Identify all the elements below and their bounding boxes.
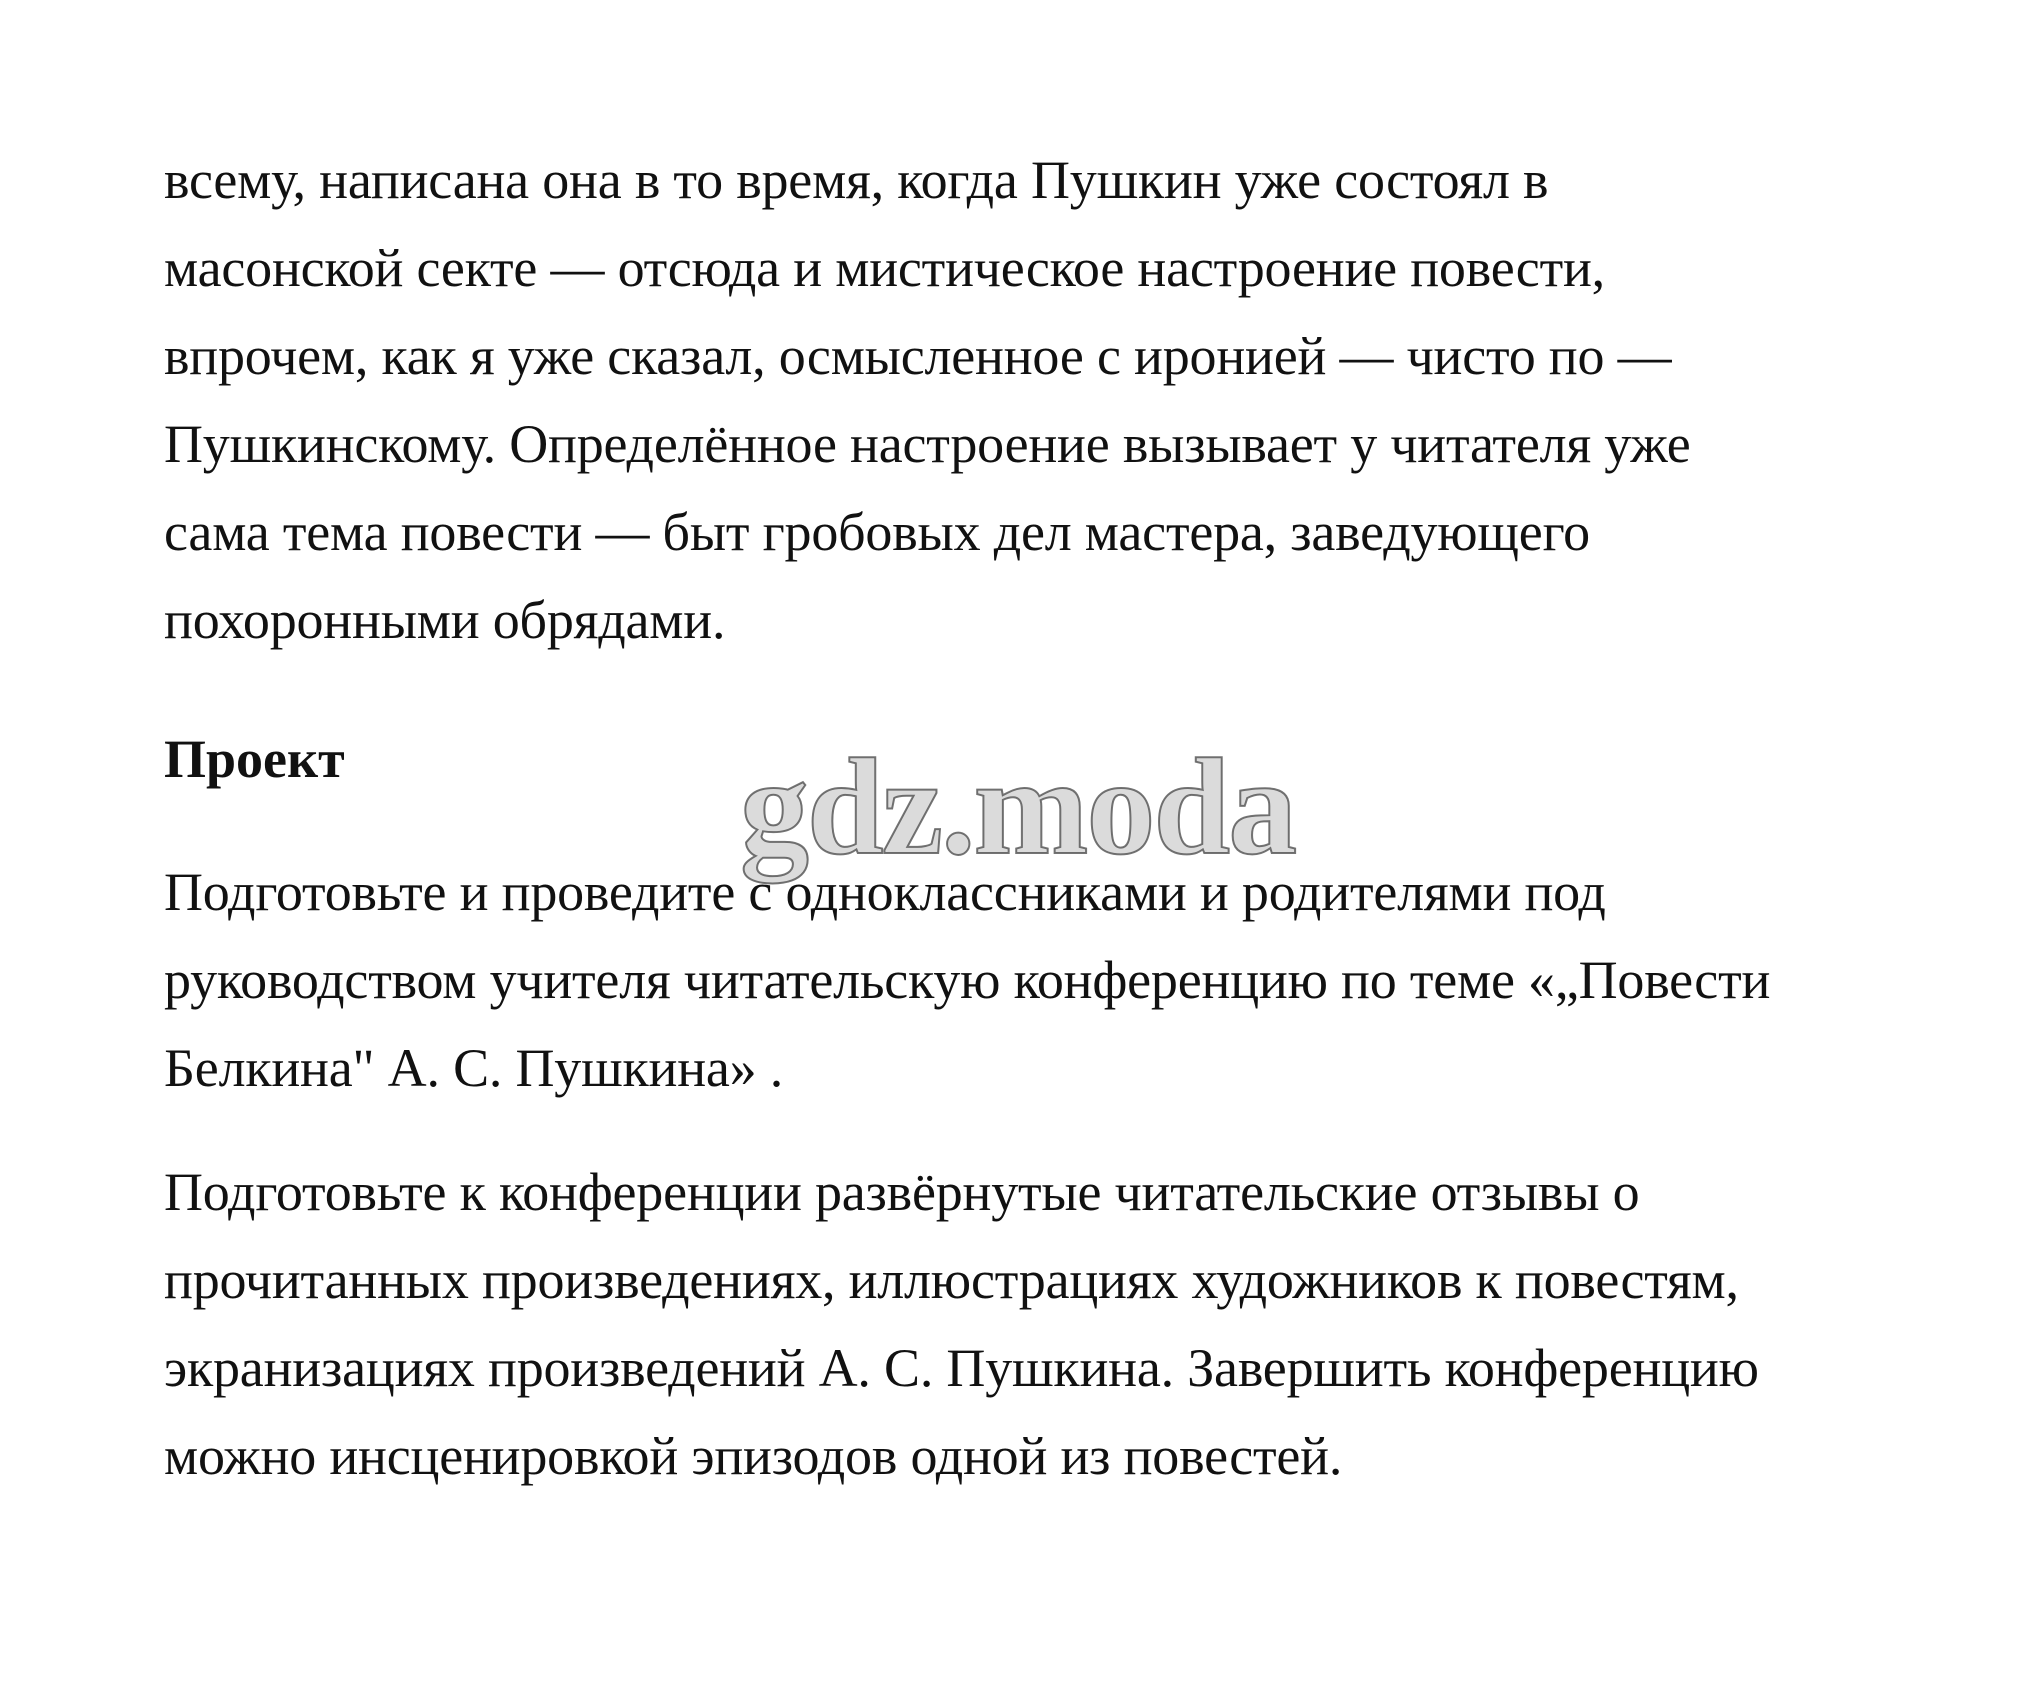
watermark-logo: gdz.moda xyxy=(740,730,1296,883)
paragraph-task xyxy=(164,848,1964,1112)
paragraph-line: руководством учителя читательскую конференцию по теме «„Повести xyxy=(164,950,1771,1010)
paragraph-line: прочитанных произведениях, иллюстрациях художников к повестям, xyxy=(164,1250,1739,1310)
paragraph-intro xyxy=(164,136,1964,664)
paragraph-line: Подготовьте к конференции развёрнутые читательские отзывы о xyxy=(164,1162,1640,1222)
paragraph-line: всему, написана она в то время, когда Пушкин уже состоял в xyxy=(164,150,1549,210)
paragraph-line: Подготовьте и проведите с одноклассниками и родителями под xyxy=(164,862,1606,922)
section-heading: Проект xyxy=(164,729,345,789)
paragraph-line: сама тема повести — быт гробовых дел мастера, заведующего xyxy=(164,502,1590,562)
paragraph-line: можно инсценировкой эпизодов одной из повестей. xyxy=(164,1426,1343,1486)
paragraph-line: Пушкинскому. Определённое настроение вызывает у читателя уже xyxy=(164,414,1691,474)
paragraph-instructions xyxy=(164,1148,1964,1500)
paragraph-line: впрочем, как я уже сказал, осмысленное с иронией — чисто по — xyxy=(164,326,1672,386)
paragraph-line: экранизациях произведений А. С. Пушкина. Завершить конференцию xyxy=(164,1338,1759,1398)
paragraph-line: масонской секте — отсюда и мистическое настроение повести, xyxy=(164,238,1605,298)
paragraph-line: Белкина" А. С. Пушкина» . xyxy=(164,1038,784,1098)
paragraph-line: похоронными обрядами. xyxy=(164,590,726,650)
